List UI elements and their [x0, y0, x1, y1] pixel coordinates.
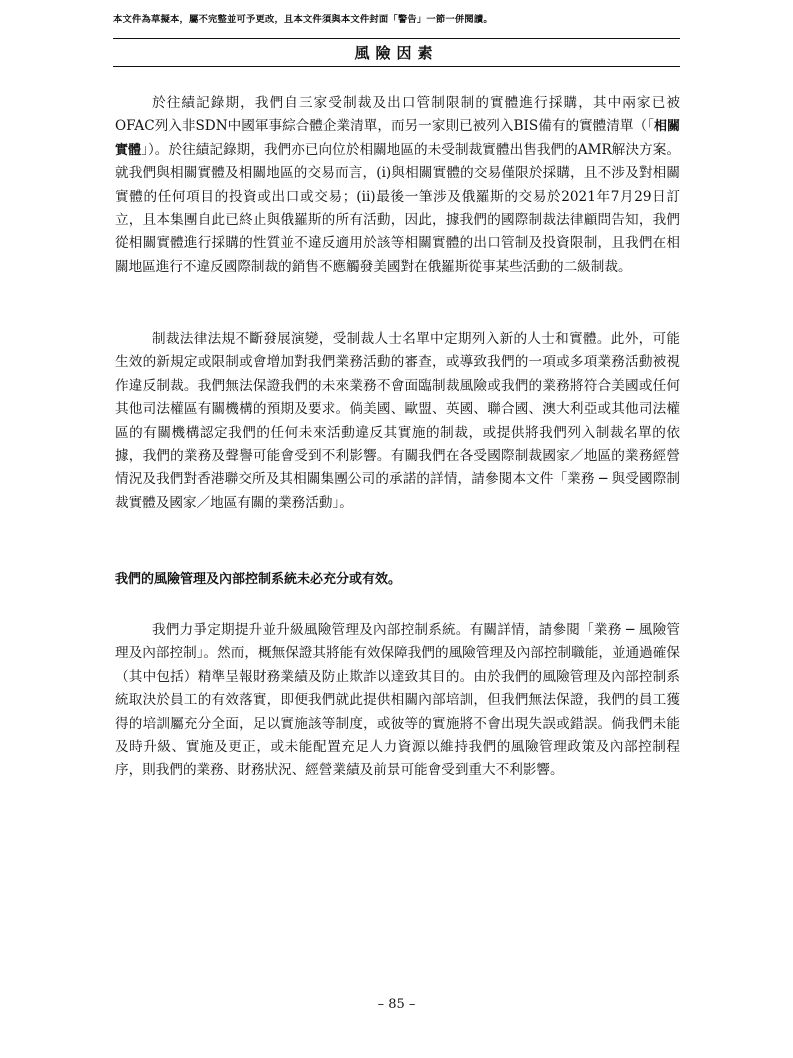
section-title: 風險因素 [354, 44, 439, 62]
defined-term-relevant-entities: 相關實體 [115, 119, 680, 158]
paragraph-text: 」）。於往績記錄期，我們亦已向位於相關地區的未受制裁實體出售我們的AMR解決方案。就我們與相關實體及相關地區的交易而言，(i)與相關實體的交易僅限於採購，且不涉及對相關實體的任何項目的投資或出口或交易；(ii)最後一筆涉及俄羅斯的交易於2021年7月29日訂立，且本集團自此已終止與俄羅斯的所有活動，因此，據我們的國際制裁法律顧問告知，我們從相關實體進行採購的性質並不違反適用於該等相關實體的出口管制及投資限制，且我們在相關地區進行不違反國際制裁的銷售不應觸發美國對在俄羅斯從事某些活動的二級制裁。 [115, 141, 680, 275]
paragraph-sanctions-entities [115, 92, 680, 279]
page-number: – 85 – [377, 997, 416, 1012]
risk-heading-internal-control: 我們的風險管理及內部控制系統未必充分或有效。 [115, 572, 402, 587]
draft-notice: 本文件為草擬本，屬不完整並可予更改，且本文件須與本文件封面「警告」一節一併閱讀。 [113, 14, 493, 25]
paragraph-sanctions-regulation: 制裁法律法規不斷發展演變，受制裁人士名單中定期列入新的人士和實體。此外，可能生效的新規定或限制或會增加對我們業務活動的審查，或導致我們的一項或多項業務活動被視作違反制裁。我們無法保證我們的未來業務不會面臨制裁風險或我們的業務將符合美國或任何其他司法權區有關機構的預期及要求。倘美國、歐盟、英國、聯合國、澳大利亞或其他司法權區的有關機構認定我們的任何未來活動違反其實施的制裁，或提供將我們列入制裁名單的依據，我們的業務及聲譽可能會受到不利影響。有關我們在各受國際制裁國家／地區的業務經營情況及我們對香港聯交所及其相關集團公司的承諾的詳情，請參閱本文件「業務 ─ 與受國際制裁實體及國家／地區有關的業務活動」。 [115, 331, 680, 511]
paragraph-text: 於往績記錄期，我們自三家受制裁及出口管制限制的實體進行採購，其中兩家已被OFAC列入非SDN中國軍事綜合體企業清單，而另一家則已被列入BIS備有的實體清單（「 [115, 95, 680, 135]
paragraph-internal-control: 我們力爭定期提升並升級風險管理及內部控制系統。有關詳情，請參閱「業務 ─ 風險管理及內部控制」。然而，概無保證其將能有效保障我們的風險管理及內部控制職能，並通過確保（其中包括）精準呈報財務業績及防止欺詐以達致其目的。由於我們的風險管理及內部控制系統取決於員工的有效落實，即便我們就此提供相關內部培訓，但我們無法保證，我們的員工獲得的培訓屬充分全面，足以實施該等制度，或彼等的實施將不會出現失誤或錯誤。倘我們未能及時升級、實施及更正，或未能配置充足人力資源以維持我們的風險管理政策及內部控制程序，則我們的業務、財務狀況、經營業績及前景可能會受到重大不利影響。 [115, 622, 680, 779]
header-rule-bottom [113, 66, 680, 67]
header-rule-top [113, 38, 680, 39]
